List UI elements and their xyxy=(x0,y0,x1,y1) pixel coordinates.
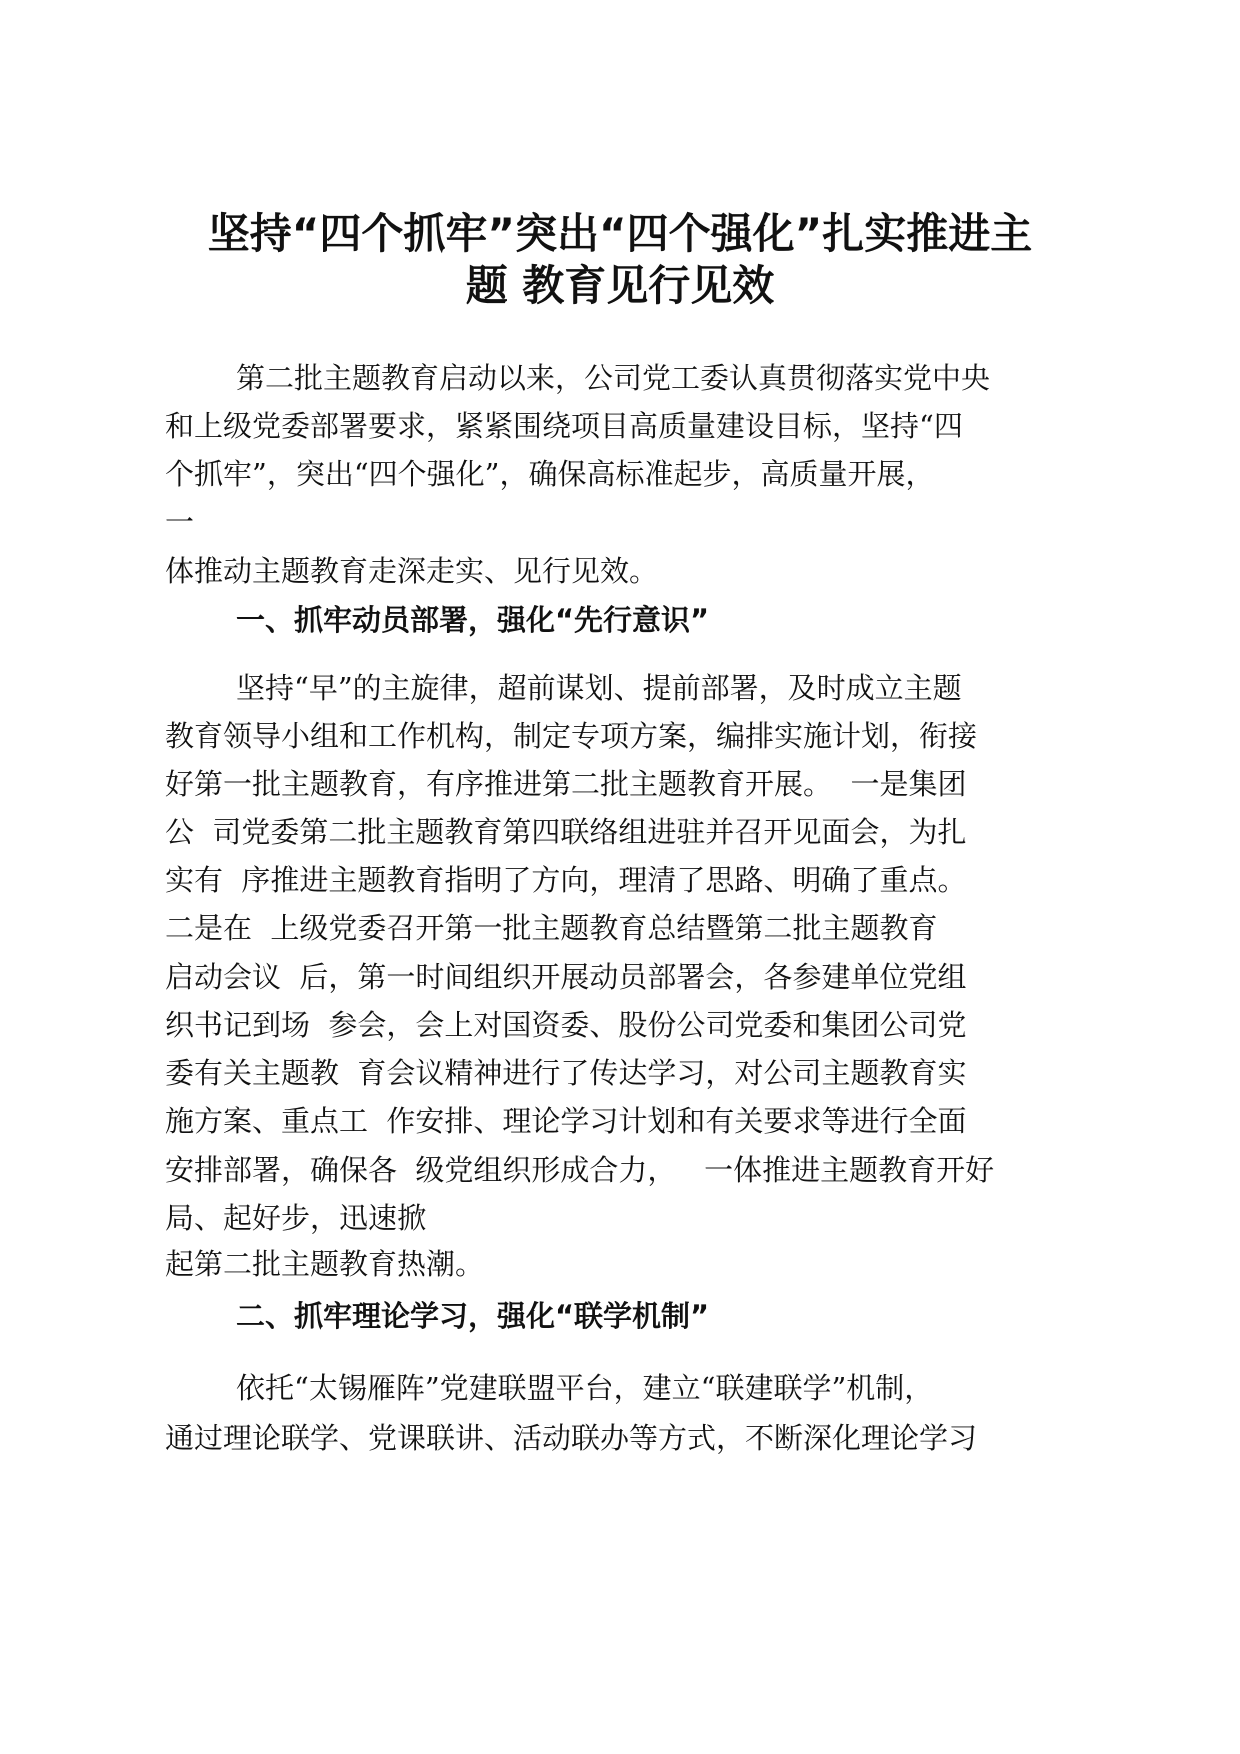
section1-line: 起第二批主题教育热潮。 xyxy=(165,1247,485,1281)
section-heading-2: 二、抓牢理论学习，强化“联学机制” xyxy=(236,1299,710,1333)
section2-line: 依托“太锡雁阵”党建联盟平台，建立“联建联学”机制， xyxy=(236,1371,934,1405)
intro-line: 和上级党委部署要求，紧紧围绕项目高质量建设目标，坚持“四 xyxy=(165,409,963,443)
section1-line: 启动会议 后，第一时间组织开展动员部署会，各参建单位党组 xyxy=(165,960,967,994)
section2-line: 通过理论联学、党课联讲、活动联办等方式，不断深化理论学习 xyxy=(165,1421,978,1455)
section1-line: 施方案、重点工 作安排、理论学习计划和有关要求等进行全面 xyxy=(165,1104,967,1138)
section1-line: 实有 序推进主题教育指明了方向，理清了思路、明确了重点。 xyxy=(165,863,967,897)
section1-line: 委有关主题教 育会议精神进行了传达学习，对公司主题教育实 xyxy=(165,1056,967,1090)
section1-line: 局、起好步，迅速掀 xyxy=(165,1201,427,1235)
intro-line: 第二批主题教育启动以来，公司党工委认真贯彻落实党中央 xyxy=(236,361,991,395)
section1-line: 公 司党委第二批主题教育第四联络组进驻并召开见面会，为扎 xyxy=(165,815,967,849)
section1-line: 好第一批主题教育，有序推进第二批主题教育开展。 一是集团 xyxy=(165,767,967,801)
intro-line: 一 xyxy=(165,505,195,539)
section1-line: 坚持“早”的主旋律，超前谋划、提前部署，及时成立主题 xyxy=(236,671,962,705)
document-title-line-1: 坚持“四个抓牢”突出“四个强化”扎实推进主 xyxy=(207,209,1033,258)
intro-line: 个抓牢”，突出“四个强化”，确保高标准起步，高质量开展， xyxy=(165,457,935,491)
document-title-line-2: 题 教育见行见效 xyxy=(465,261,775,310)
intro-line: 体推动主题教育走深走实、见行见效。 xyxy=(165,554,659,588)
section1-line: 织书记到场 参会，会上对国资委、股份公司党委和集团公司党 xyxy=(165,1008,967,1042)
section-heading-1: 一、抓牢动员部署，强化“先行意识” xyxy=(236,603,710,637)
section1-line: 安排部署，确保各 级党组织形成合力， 一体推进主题教育开好 xyxy=(165,1153,995,1187)
section1-line: 教育领导小组和工作机构，制定专项方案，编排实施计划，衔接 xyxy=(165,719,978,753)
section1-line: 二是在 上级党委召开第一批主题教育总结暨第二批主题教育 xyxy=(165,911,938,945)
